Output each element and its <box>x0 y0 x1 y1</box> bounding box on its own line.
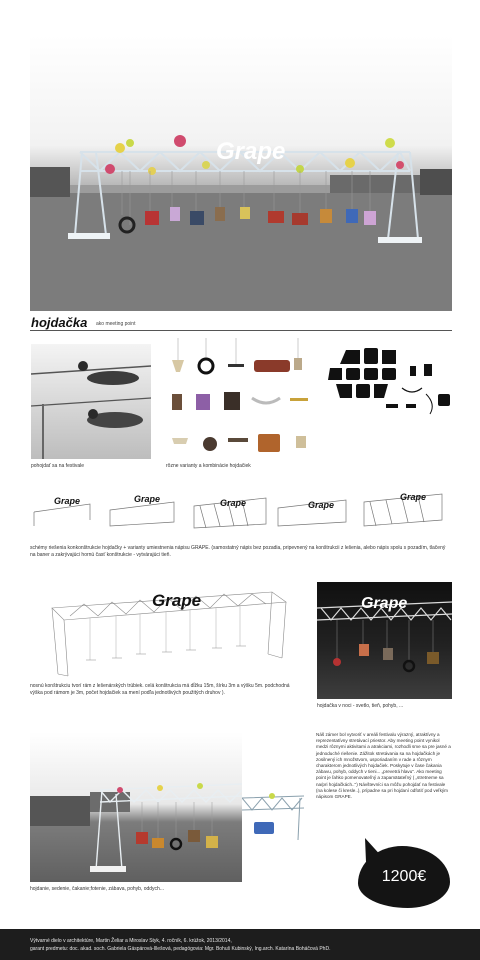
svg-text:Grape: Grape <box>134 494 161 504</box>
scheme-sketches <box>30 486 452 536</box>
night-illustration <box>317 582 452 699</box>
hero-illustration <box>30 35 452 311</box>
schemes-caption: schémy riešenia konkonštrukcie hojdačky + varianty umiestnenia nápisu GRAPE. (samostatný nápis bez pozadia, pripevnený na konštrukcii z lešenia, alebo nápis spolu s pozadím, tlačený na baner a zakrývajúci hornú časť konštrukcie - vytvárajúci tieň. <box>30 545 446 558</box>
swinging-people-illustration <box>31 344 151 459</box>
bottom-photo <box>30 732 242 882</box>
price-label: 1200€ <box>381 868 427 885</box>
festival-photo <box>31 344 151 459</box>
page-title: hojdačka <box>31 315 88 330</box>
footer-credits-line-2: garant predmetu: doc. akad. soch. Gabriela Gáspárová-Illešová, pedagógovia: Mgr. Bohuš Kubinský, Ing.arch. Katarína Boháčová PhD. <box>30 946 331 952</box>
variants-caption: rôzne varianty a kombinácie hojdačiek <box>166 463 251 469</box>
construction-caption: nosnú konštrukciu tvorí rám z lešenárských trúbiek. celá konštrukcia má dĺžku 15m, šírku 3m a výšku 5m. podchodná výška pod rámom je 3m, počet hojdačiek sa mení podľa jednotlivých použitých druhov ). <box>30 683 290 696</box>
svg-text:Grape: Grape <box>361 595 408 612</box>
construction-drawing <box>30 578 300 678</box>
svg-text:Grape: Grape <box>152 591 202 610</box>
bottom-caption: hojdanie, sedenie, čakanie;fotenie, zábava, pohyb, oddych... <box>30 886 164 892</box>
footer-credits-line-1: Výtvarné dielo v architektúre, Martin Želiar a Miroslav Styk, 4. ročník, 6. krúžok, 2013/2014, <box>30 938 232 944</box>
truss-extension <box>242 792 306 842</box>
pictogram-illustration <box>326 344 452 424</box>
bottom-illustration <box>30 732 242 882</box>
scheme-sketches-illustration <box>30 486 452 536</box>
svg-text:Grape: Grape <box>220 498 247 508</box>
title-divider <box>30 330 452 331</box>
footer-bar <box>0 929 480 960</box>
swing-variants <box>166 338 316 463</box>
page-subtitle: ako meeting point <box>96 321 136 327</box>
pictogram-group <box>326 344 452 424</box>
hero-photo <box>30 35 452 311</box>
project-description: Náš zámer bol vytvoriť v areáli festivalu výrazný, atraktívny a reprezentatívny stretávací priestor. Aby meeting point vynikol medzi rôznymi aktivitami a atrakciami, rozhodli sme sa pre jasné a jednoduché riešenie. Zážitok stretávania sa na hojdačkách je zosilnený ich množstvom, usporiadaním v rade a rôznym charakterom jednotlivých hojdačiek. Poskytuje v čase čakania zábavu, pohyb, oddych v tieni... „prevetrá hlavu". Ako meeting point je ľahko pomenovateľný a zapamätateľný ( „stretneme sa na/pri hojdačkách..") Návštevníci sa môžu pohojdať na festivale (na kolese či kresle..), prípadne sa pri hojdaní odfotiť pod veľkým nápisom GRAPE. <box>316 732 451 800</box>
svg-text:Grape: Grape <box>308 500 335 510</box>
festival-caption: pohojdať sa na festivale <box>31 463 85 469</box>
night-photo <box>317 582 452 699</box>
truss-extension-illustration <box>242 792 306 842</box>
hero-logo: Grape <box>216 138 286 165</box>
svg-text:Grape: Grape <box>54 496 81 506</box>
construction-illustration <box>30 578 300 678</box>
swing-variants-illustration <box>166 338 316 463</box>
svg-text:Grape: Grape <box>400 492 427 502</box>
night-caption: hojdačka v noci - svetlo, tieň, pohyb, ... <box>317 703 404 709</box>
